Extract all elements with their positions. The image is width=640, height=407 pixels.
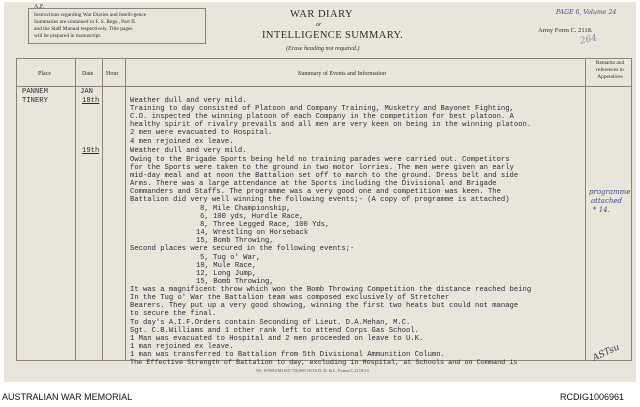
archive-reference: RCDIG1006961: [560, 392, 625, 402]
summary-line-12: Commanders and Staffs. The programme was a very good one and competition was keen. The: [130, 188, 501, 196]
table-top-rule: [16, 58, 632, 59]
place-line-1: PANNEM: [22, 88, 48, 96]
col-header-date: Date: [82, 71, 94, 77]
subtitle-erase: (Erase heading not required.): [286, 45, 360, 52]
event-line-2: 6, 100 yds, Hurdle Race,: [200, 213, 304, 221]
hour-column-rule: [125, 58, 126, 360]
title-or: or: [316, 22, 322, 28]
form-code-af: A.F.: [34, 4, 45, 10]
summary-line-9: for the Sports were taken to the ground in two motor lorries. The men were given an early: [130, 164, 514, 172]
summary-line-1: Weather dull and very mild.: [130, 97, 247, 105]
summary-line-14: Second places were secured in the following events;-: [130, 245, 355, 253]
table-left-rule: [16, 58, 17, 360]
summary-line-24: The Effective Strength of Battalion to day, excluding in Hospital, at Schools and on Command is: [130, 359, 518, 367]
date-18th: 18th: [82, 97, 100, 105]
summary-line-3: C.O. inspected the winning platoon of each Company in the competition for best platoon. A: [130, 113, 514, 121]
col-header-place: Place: [38, 71, 51, 77]
event-line-1: 8, Mile Championship,: [200, 205, 291, 213]
remarks-note-2: attached: [591, 197, 623, 205]
signature: ASTsu: [591, 342, 622, 364]
summary-line-18: to secure the final.: [130, 310, 217, 318]
instructions-line-2: Summaries are contained in F. S. Regs., Part II.: [34, 19, 137, 25]
summary-line-23: 1 man was transferred to Battalion from 5th Divisional Ammunition Column.: [130, 351, 445, 359]
remarks-column-rule: [585, 58, 586, 360]
event-line-3: 8, Three Legged Race, 100 Yds,: [200, 221, 330, 229]
archive-name: AUSTRALIAN WAR MEMORIAL: [2, 392, 133, 402]
date-19th: 19th: [82, 147, 100, 155]
summary-line-4: healthy spirit of rivalry prevails and all men are very keen on being in the winning platoon.: [130, 121, 532, 129]
col-header-remarks-text: Remarks and references to Appendices: [595, 60, 625, 80]
footer-print-line: Wt. W5693/M1610 750,000 10/16 D. D. & L. Forms/C.2118/14.: [256, 368, 370, 373]
page-number-stamp: 264: [579, 33, 599, 47]
col-header-remarks: [589, 60, 631, 81]
army-form-code: Army Form C. 2118.: [538, 27, 593, 34]
title-war-diary: WAR DIARY: [290, 9, 354, 20]
summary-line-8: Owing to the Brigade Sports being held no training parades were carried out. Competitors: [130, 156, 510, 164]
instructions-line-3: and the Staff Manual respectively. Title pages: [34, 26, 133, 32]
summary-line-17: Bearers. They put up a very good showing, winning the first two heats but could not manage: [130, 302, 519, 310]
page-volume-note: PAGE 6, Volume 24: [556, 9, 617, 16]
col-header-hour: Hour: [106, 71, 119, 77]
title-intelligence-summary: INTELLIGENCE SUMMARY.: [262, 30, 404, 41]
second-event-3: 12, Long Jump,: [196, 270, 257, 278]
date-month: JAN: [80, 88, 93, 96]
place-column-rule: [75, 58, 76, 360]
summary-line-19: To day's A.I.F.Orders contain Seconding of Lieut. D.A.Mehan, M.C.: [130, 319, 411, 327]
second-event-1: 5, Tug o' War,: [200, 254, 261, 262]
summary-line-13: Battalion did very well winning the following events;- (A copy of programme is attached): [130, 196, 510, 204]
instructions-line-1: Instructions regarding War Diaries and Intelli-gence: [34, 12, 147, 18]
summary-line-16: In the Tug o' War the Battalion team was composed exclusively of Stretcher: [130, 294, 450, 302]
place-line-2: TINERY: [22, 97, 48, 105]
event-line-5: 15, Bomb Throwing,: [196, 237, 274, 245]
summary-line-10: mid-day meal and at noon the Battalion set off to march to the ground. Dress belt and side: [130, 172, 519, 180]
event-line-4: 14, Wrestling on Horseback: [196, 229, 309, 237]
summary-line-20: Sgt. C.B.Williams and 1 other rank left to attend Corps Gas School.: [130, 327, 419, 335]
summary-line-6: 4 men rejoined ex leave.: [130, 138, 234, 146]
summary-line-21: 1 Man was evacuated to Hospital and 2 men proceeded on leave to U.K.: [130, 335, 424, 343]
summary-line-2: Training to day consisted of Platoon and Company Training, Musketry and Bayonet Fighting,: [130, 105, 514, 113]
summary-line-15: It was a magnificent throw which won the Bomb Throwing Competition the distance reached being: [130, 286, 532, 294]
col-header-summary: Summary of Events and Information: [298, 71, 386, 77]
summary-line-22: 1 man rejoined ex leave.: [130, 343, 234, 351]
summary-line-7: Weather dull and very mild.: [130, 147, 247, 155]
date-column-rule: [102, 58, 103, 360]
second-event-2: 10, Mule Race,: [196, 262, 257, 270]
instructions-line-4: will be prepared in manuscript.: [34, 33, 102, 39]
remarks-note-1: programme: [589, 188, 631, 196]
summary-line-5: 2 men were evacuated to Hospital.: [130, 129, 273, 137]
remarks-note-3: * 14.: [593, 206, 610, 214]
summary-line-11: Arms. There was a large attendance at the Sports including the Divisional and Brigade: [130, 180, 497, 188]
table-right-rule: [631, 58, 632, 360]
header-bottom-rule: [16, 86, 632, 87]
second-event-4: 15, Bomb Throwing,: [196, 278, 274, 286]
